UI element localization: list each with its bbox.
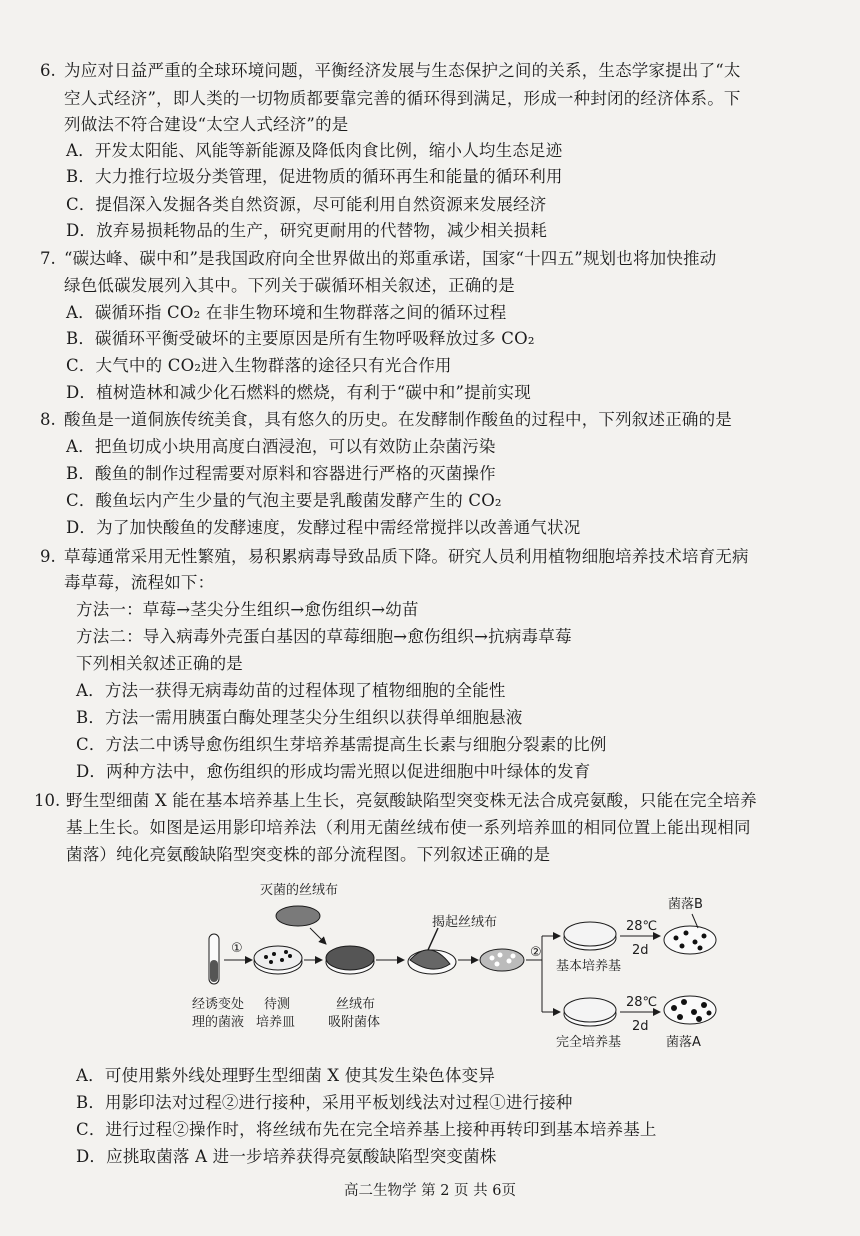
option-a: A．方法一获得无病毒幼苗的过程体现了植物细胞的全能性: [76, 681, 506, 700]
question-stem-line: 毒草莓，流程如下：: [64, 573, 215, 592]
question-number: 8.: [40, 410, 56, 429]
velvet-colonies-icon: [480, 949, 524, 971]
replica-plating-diagram: [192, 878, 840, 1054]
option-b: B．碳循环平衡受破坏的主要原因是所有生物呼吸释放过多 CO₂: [66, 329, 535, 348]
velvet-arrow: [310, 928, 326, 944]
plate-label: 培养皿: [256, 1015, 296, 1030]
option-c: C．提倡深入发掘各类自然资源，尽可能利用自然资源来发展经济: [66, 195, 547, 214]
temp-label: 28℃: [626, 919, 658, 934]
question-number: 10.: [34, 791, 61, 810]
option-c: C．进行过程②操作时，将丝绒布先在完全培养基上接种再转印到基本培养基上: [76, 1120, 657, 1139]
question-stem-line: 野生型细菌 X 能在基本培养基上生长，亮氨酸缺陷型突变株无法合成亮氨酸，只能在完全培养: [66, 791, 757, 810]
option-a: A．可使用紫外线处理野生型细菌 X 使其发生染色体变异: [76, 1066, 496, 1085]
question-number: 7.: [40, 249, 56, 268]
step-1-label: ①: [231, 941, 243, 956]
colony-b-plate-icon: [664, 914, 716, 954]
question-stem-line: 酸鱼是一道侗族传统美食，具有悠久的历史。在发酵制作酸鱼的过程中，下列叙述正确的是: [64, 410, 732, 429]
page-footer: 高二生物学 第 2 页 共 6页: [344, 1183, 516, 1199]
test-tube-icon: [209, 934, 219, 984]
question-stem-line: 下列相关叙述正确的是: [76, 654, 243, 673]
option-b: B．用影印法对过程②进行接种，采用平板划线法对过程①进行接种: [76, 1093, 573, 1112]
question-stem-line: 草莓通常采用无性繁殖，易积累病毒导致品质下降。研究人员利用植物细胞培养技术培育无病: [64, 547, 749, 566]
plate-label: 待测: [264, 997, 291, 1012]
colony-a-plate-icon: [664, 996, 716, 1024]
time-label: 2d: [632, 943, 649, 958]
question-number: 6.: [40, 61, 56, 80]
option-c: C．大气中的 CO₂进入生物群落的途径只有光合作用: [66, 356, 452, 375]
question-number: 9.: [40, 547, 56, 566]
velvet-plate-label: 丝绒布: [336, 997, 376, 1012]
option-d: D．放弃易损耗物品的生产，研究更耐用的代替物，减少相关损耗: [66, 221, 548, 240]
time-label: 2d: [632, 1019, 649, 1034]
lift-velvet-icon: [408, 928, 456, 974]
option-a: A．开发太阳能、风能等新能源及降低肉食比例，缩小人均生态足迹: [66, 141, 563, 160]
method-two: 方法二：导入病毒外壳蛋白基因的草莓细胞→愈伤组织→抗病毒草莓: [76, 627, 572, 646]
question-stem-line: 列做法不符合建设“太空人式经济”的是: [64, 115, 349, 134]
tube-label: 理的菌液: [192, 1015, 245, 1030]
question-stem-line: 为应对日益严重的全球环境问题，平衡经济发展与生态保护之间的关系，生态学家提出了“太: [64, 61, 741, 80]
colony-b-label: 菌落B: [668, 897, 703, 912]
option-a: A．碳循环指 CO₂ 在非生物环境和生物群落之间的循环过程: [66, 303, 507, 322]
question-stem-line: 基上生长。如图是运用影印培养法（利用无菌丝绒布使一系列培养皿的相同位置上能出现相同: [66, 818, 751, 837]
option-c: C．酸鱼坛内产生少量的气泡主要是乳酸菌发酵产生的 CO₂: [66, 491, 502, 510]
complete-medium-label: 完全培养基: [556, 1035, 622, 1050]
option-d: D．两种方法中，愈伤组织的形成均需光照以促进细胞中叶绿体的发育: [76, 762, 591, 781]
velvet-plate-label: 吸附菌体: [328, 1015, 381, 1030]
option-b: B．大力推行垃圾分类管理，促进物质的循环再生和能量的循环利用: [66, 167, 563, 186]
option-b: B．方法一需用胰蛋白酶处理茎尖分生组织以获得单细胞悬液: [76, 708, 523, 727]
question-stem-line: 绿色低碳发展列入其中。下列关于碳循环相关叙述，正确的是: [64, 276, 515, 295]
tube-label: 经诱变处: [192, 997, 245, 1012]
complete-medium-plate-icon: [564, 998, 616, 1026]
basic-medium-label: 基本培养基: [556, 959, 622, 974]
option-d: D．为了加快酸鱼的发酵速度，发酵过程中需经常搅拌以改善通气状况: [66, 518, 581, 537]
colony-a-label: 菌落A: [666, 1035, 701, 1050]
method-one: 方法一：草莓→茎尖分生组织→愈伤组织→幼苗: [76, 600, 419, 619]
lift-label: 揭起丝绒布: [432, 915, 498, 930]
option-d: D．应挑取菌落 A 进一步培养获得亮氨酸缺陷型突变菌株: [76, 1147, 497, 1166]
option-c: C．方法二中诱导愈伤组织生芽培养基需提高生长素与细胞分裂素的比例: [76, 735, 607, 754]
question-stem-line: “碳达峰、碳中和”是我国政府向全世界做出的郑重承诺，国家“十四五”规划也将加快推动: [64, 249, 717, 268]
velvet-label: 灭菌的丝绒布: [260, 883, 339, 898]
temp-label: 28℃: [626, 995, 658, 1010]
velvet-plate-icon: [326, 946, 374, 974]
step-2-label: ②: [530, 945, 542, 960]
option-b: B．酸鱼的制作过程需要对原料和容器进行严格的灭菌操作: [66, 464, 496, 483]
basic-medium-plate-icon: [564, 922, 616, 950]
velvet-disc: [276, 906, 320, 926]
question-stem-line: 菌落）纯化亮氨酸缺陷型突变株的部分流程图。下列叙述正确的是: [66, 845, 551, 864]
option-a: A．把鱼切成小块用高度白酒浸泡，可以有效防止杂菌污染: [66, 437, 496, 456]
test-plate-icon: [254, 946, 302, 974]
option-d: D．植树造林和减少化石燃料的燃烧，有利于“碳中和”提前实现: [66, 383, 531, 402]
question-stem-line: 空人式经济”，即人类的一切物质都要靠完善的循环得到满足，形成一种封闭的经济体系。下: [64, 89, 741, 108]
